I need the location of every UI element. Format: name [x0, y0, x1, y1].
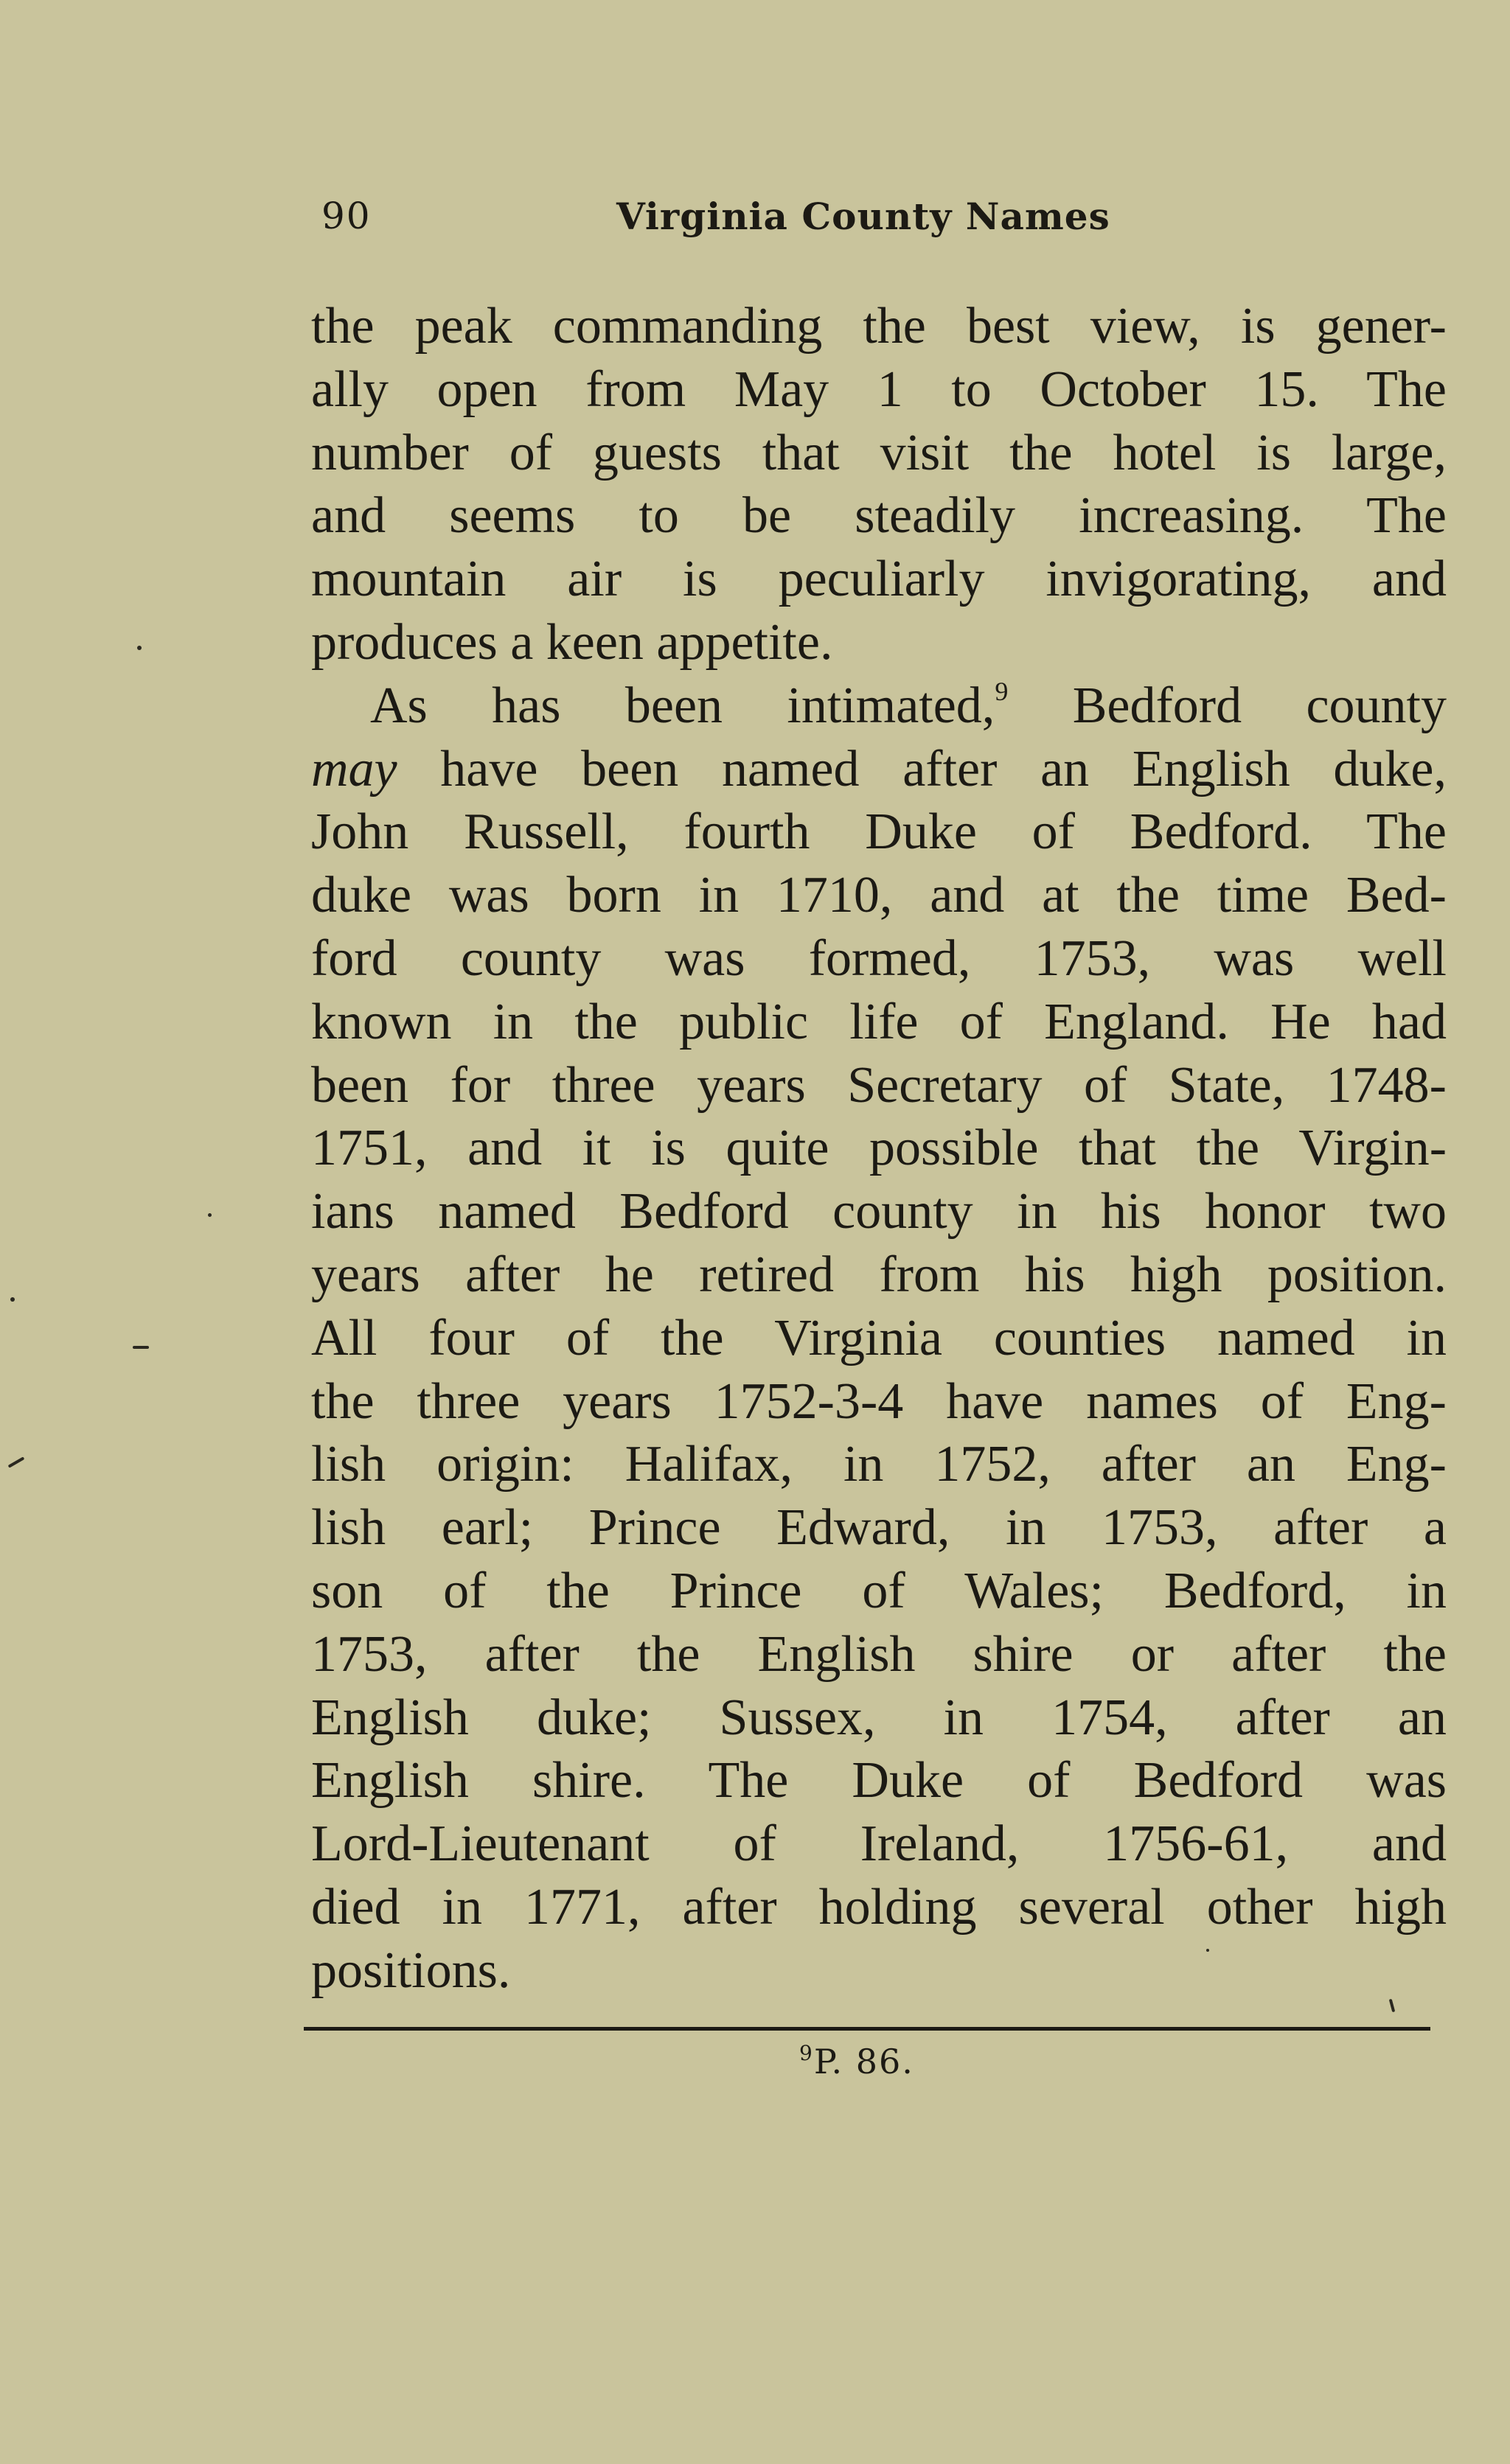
running-title: Virginia County Names — [616, 195, 1110, 238]
text-line: produces a keen appetite. — [311, 613, 833, 671]
text-line: years after he retired from his high position. — [311, 1246, 1447, 1303]
text-line: son of the Prince of Wales; Bedford, in — [311, 1562, 1447, 1619]
text-line: died in 1771, after holding several other high — [311, 1878, 1447, 1936]
text-line: English duke; Sussex, in 1754, after an — [311, 1689, 1447, 1746]
scan-speck — [8, 1456, 25, 1467]
body-text — [311, 295, 1447, 2003]
running-head — [321, 189, 1138, 248]
text-line: the three years 1752-3-4 have names of Eng- — [311, 1372, 1447, 1430]
text-line: ians named Bedford county in his honor two — [311, 1183, 1447, 1240]
text-line — [311, 738, 1447, 801]
text-segment: As has been intimated, — [370, 677, 995, 734]
footnote-marker: 9 — [799, 2041, 814, 2065]
text-line: number of guests that visit the hotel is large, — [311, 424, 1447, 481]
text-line: known in the public life of England. He had — [311, 993, 1447, 1050]
text-line: mountain air is peculiarly invigorating, and — [311, 551, 1447, 608]
text-line: All four of the Virginia counties named in — [311, 1309, 1447, 1367]
scan-speck — [133, 1346, 149, 1349]
text-line: ally open from May 1 to October 15. The — [311, 360, 1447, 418]
scan-speck — [1206, 1949, 1209, 1952]
text-line: ford county was formed, 1753, was well — [311, 929, 1447, 987]
text-segment: Bedford county — [1008, 677, 1447, 734]
text-line: been for three years Secretary of State, 1748- — [311, 1056, 1447, 1114]
text-line: positions. — [311, 1941, 511, 1999]
text-line: and seems to be steadily increasing. The — [311, 487, 1447, 545]
scan-speck — [208, 1213, 212, 1217]
text-line: Lord-Lieutenant of Ireland, 1756-61, and — [311, 1815, 1447, 1873]
text-line: 1751, and it is quite possible that the Virgin- — [311, 1120, 1447, 1177]
footnote — [799, 2042, 914, 2081]
italic-word: may — [311, 740, 397, 798]
scan-speck — [137, 646, 142, 650]
footnote-reference: 9 — [995, 676, 1009, 706]
text-line: John Russell, fourth Duke of Bedford. The — [311, 803, 1447, 861]
text-line: duke was born in 1710, and at the time Bed- — [311, 867, 1447, 924]
text-line — [311, 674, 1447, 738]
text-line: the peak commanding the best view, is gener- — [311, 298, 1447, 355]
text-line: English shire. The Duke of Bedford was — [311, 1752, 1447, 1809]
text-line: lish origin: Halifax, in 1752, after an Eng- — [311, 1436, 1447, 1493]
page-number: 90 — [321, 195, 372, 237]
text-segment: have been named after an English duke, — [397, 740, 1447, 798]
text-line: lish earl; Prince Edward, in 1753, after a — [311, 1499, 1447, 1557]
scan-speck — [10, 1297, 15, 1302]
text-line: 1753, after the English shire or after the — [311, 1625, 1447, 1683]
footnote-rule — [304, 2027, 1430, 2031]
footnote-text: P. 86. — [813, 2042, 914, 2081]
